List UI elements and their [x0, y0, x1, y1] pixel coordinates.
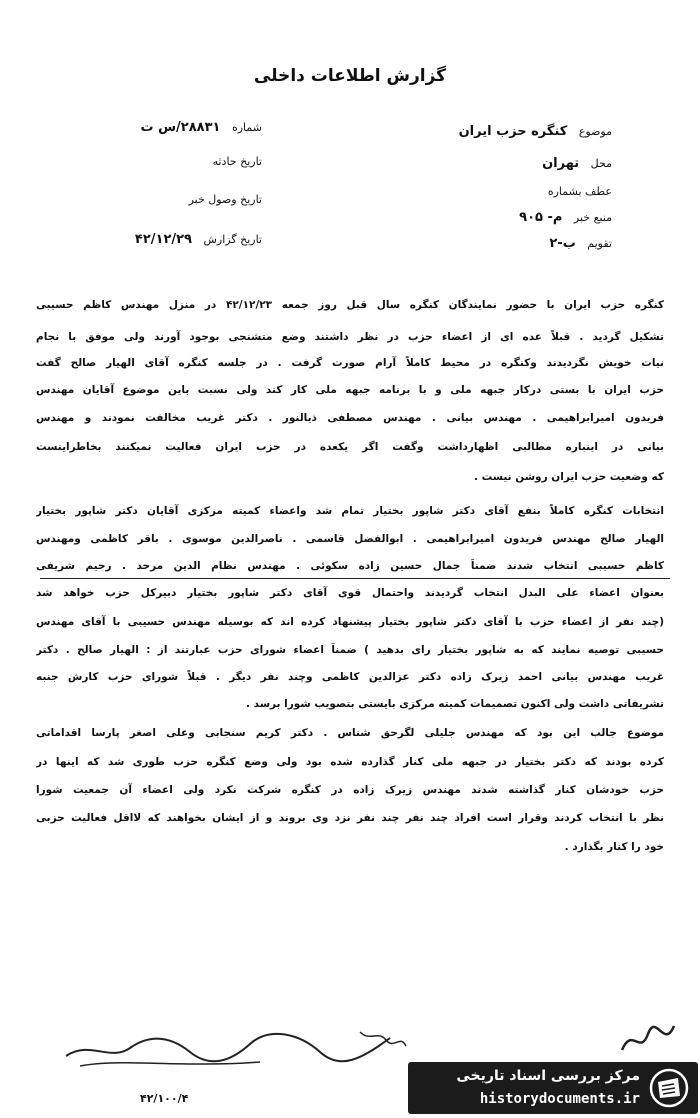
body-line: حزب خودشان کنار گذاشته شدند مهندس زیرک زاده در کنگره شرکت نکرد ولی اعضاء آن جمعیت شورا — [36, 784, 664, 796]
body-line: (چند نفر از اعضاء حزب با آقای دکتر شاپور بختیار پیشنهاد کرده اند که بوسیله مهندس حسیبی با آقای مهندس — [36, 616, 664, 628]
body-line: کنگره حزب ایران با حضور نمایندگان کنگره سال قبل روز جمعه ۴۲/۱۲/۲۳ در منزل مهندس کاظم حسیبی — [36, 299, 664, 311]
handwritten-mark — [618, 1020, 678, 1060]
body-line: غریب مهندس بیانی احمد زیرک زاده دکتر عزالدین کاظمی وچند نفر دیگر . قبلاً شورای حزب کارش جنبه — [36, 671, 664, 683]
header-field-incident-date — [205, 154, 262, 169]
body-line: کرده بودند که دکتر بختیار در جبهه ملی کنار گذارده شده بود ولی وضع کنگره حزب طوری شد که اینها در — [36, 756, 664, 768]
header-label: تاریخ حادثه — [212, 155, 262, 168]
body-line: الهیار صالح مهندس فریدون امیرابراهیمی . ابوالفضل قاسمی . ناصرالدین موسوی . باقر کاظمی ومهندس — [36, 533, 664, 545]
body-line: تشریفاتی داشت ولی اکنون تصمیمات کمیته مرکزی بایستی بتصویب شورا برسد . — [245, 698, 664, 710]
body-line: تشکیل گردید . قبلاً عده ای از اعضاء حزب در نظر داشتند وضع متشنجی بوجود آورند ولی موفق با نجام — [36, 331, 664, 343]
body-line: که وضعیت حزب ایران روشن نیست . — [473, 471, 664, 483]
footer-number: ۴۲/۱۰۰/۴ — [140, 1092, 189, 1105]
header-label: شماره — [231, 121, 262, 134]
header-field-report-date — [135, 232, 262, 247]
header-label: تاریخ گزارش — [203, 233, 262, 246]
body-line: نظر با انتخاب کردند وقرار است افراد چند نفر چند نفر نزد وی بروند و از ایشان بخواهند که لااقل فعالیت حزبی — [36, 812, 664, 824]
header-value: ۲۸۸۳۱/س ت — [140, 120, 221, 135]
body-line: بیانی در اینباره مطالبی اظهارداشت وگفت اگر یکعده در حزب ایران فعالیت نمیکنند بخاطراینست — [36, 441, 664, 453]
archive-logo-icon — [648, 1068, 690, 1108]
body-line: خود را کنار بگذارد . — [564, 841, 664, 853]
header-field-reference — [540, 184, 612, 199]
header-field-rating — [549, 236, 612, 251]
header-field-source — [519, 210, 612, 225]
archive-logo-url: historydocuments.ir — [479, 1091, 640, 1107]
body-line: انتخابات کنگره کاملاً بنفع آقای دکتر شاپور بختیار تمام شد واعضاء کمیته مرکزی آقایان دکتر شاپور بختیار — [36, 505, 664, 517]
header-field-subject — [459, 124, 612, 139]
body-line: موضوع جالب این بود که مهندس جلیلی لگرحق شناس . دکتر کریم سنجابی وعلی اصغر پارسا اقداماتی — [36, 727, 664, 739]
header-field-place — [542, 156, 612, 171]
body-line: حسیبی توصیه نمایند که به شاپور بختیار رای بدهید ) ضمناً اعضاء شورای حزب عبارتند از : الهیار صالح . دکتر — [36, 644, 664, 656]
header-label: عطف بشماره — [547, 185, 612, 198]
body-line: کاظم حسیبی انتخاب شدند ضمناً جمال حسین زاده سکوئی . مهندس نظام الدین مرحد . رحیم شریفی — [36, 560, 664, 572]
body-line: فریدون امیرابراهیمی . مهندس بیانی . مهندس مصطفی ذیالنور . دکتر غریب مخالفت نمودند و مهندس — [36, 412, 664, 424]
body-line: بعنوان اعضاء علی البدل انتخاب گردیدند واحتمال قوی آقای دکتر شاپور بختیار دبیرکل حزب خواهد شد — [36, 587, 664, 599]
body-line: نیات خویش نگردیدند وکنگره در محیط کاملاً آرام صورت گرفت . در جلسه کنگره آقای الهیار صالح گفت — [36, 357, 664, 369]
header-value: م- ۹۰۵ — [519, 210, 563, 225]
header-field-number — [141, 120, 262, 135]
header-value: ۴۲/۱۲/۲۹ — [134, 232, 192, 247]
header-value: تهران — [542, 156, 580, 171]
header-value: ب-۲ — [549, 236, 576, 251]
header-label: تاریخ وصول خبر — [188, 193, 262, 206]
header-value: کنگره حزب ایران — [458, 124, 568, 139]
report-title: گزارش اطلاعات داخلی — [253, 66, 447, 86]
header-label: محل — [590, 157, 612, 170]
header-label: منبع خبر — [573, 211, 612, 224]
underline-mark — [40, 578, 670, 579]
handwritten-note — [60, 1022, 410, 1072]
archive-logo — [408, 1062, 698, 1114]
header-field-received-date — [181, 192, 262, 207]
header-label: تقویم — [587, 237, 612, 250]
body-line: حزب ایران با بستی درکار جبهه ملی و با برنامه جبهه ملی کار کند ولی نسبت باین موضوع آقایان مهندس — [36, 384, 664, 396]
header-label: موضوع — [578, 125, 612, 138]
archive-logo-name: مرکز بررسی اسناد تاریخی — [456, 1068, 640, 1084]
